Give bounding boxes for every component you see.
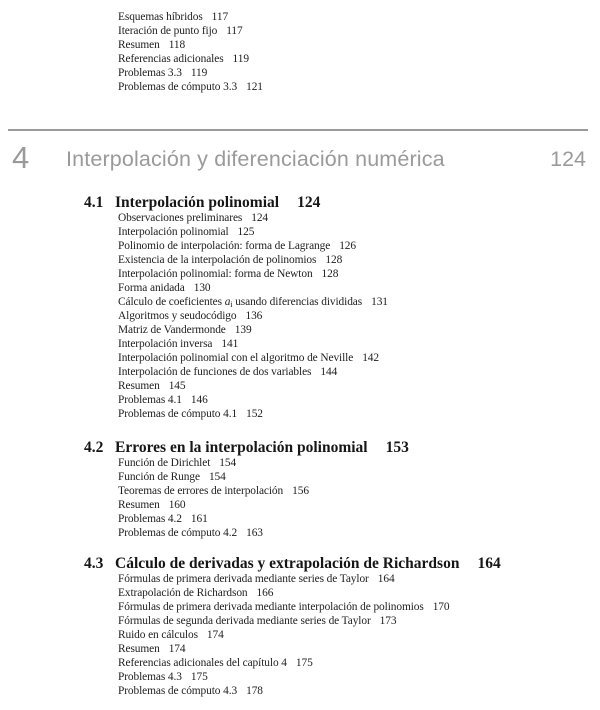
- toc-entry-label: Cálculo de coeficientes: [118, 296, 225, 308]
- toc-entry-page: 144: [320, 366, 338, 378]
- toc-entry: [118, 240, 356, 253]
- toc-entry-page: 124: [251, 212, 269, 224]
- toc-entry-label: Forma anidada: [118, 282, 185, 294]
- toc-entry-page: 166: [256, 587, 274, 599]
- toc-entry: [118, 338, 238, 351]
- toc-entry: [118, 527, 263, 540]
- toc-entry: [118, 310, 262, 323]
- toc-entry-label: Problemas 4.3: [118, 671, 182, 683]
- toc-entry-label: Teoremas de errores de interpolación: [118, 485, 284, 497]
- toc-entry-label: Problemas de cómputo 3.3: [118, 81, 238, 93]
- toc-entry-label: Función de Dirichlet: [118, 457, 211, 469]
- toc-entry-page: 141: [221, 338, 239, 350]
- toc-entry-page: 142: [362, 352, 379, 364]
- section-heading: [84, 194, 320, 212]
- toc-entry-label: Resumen: [118, 39, 160, 51]
- toc-entry-page: 119: [232, 53, 249, 65]
- toc-entry-page: 156: [292, 485, 309, 497]
- toc-entry: [118, 471, 226, 484]
- toc-entry-label: Problemas de cómputo 4.2: [118, 527, 238, 539]
- chapter-page: 124: [550, 147, 586, 171]
- toc-entry-label: Algoritmos y seudocódigo: [118, 310, 237, 322]
- toc-entry-page: 128: [321, 268, 339, 280]
- toc-entry: [118, 485, 309, 498]
- toc-entry: [118, 587, 273, 600]
- toc-entry-page: 128: [325, 254, 343, 266]
- toc-entry-page: 164: [377, 573, 395, 585]
- toc-entry-page: 163: [246, 527, 263, 539]
- toc-entry-page: 178: [246, 685, 263, 697]
- toc-entry: [118, 657, 313, 670]
- toc-entry-label: Iteración de punto fijo: [118, 25, 218, 37]
- chapter-title: Interpolación y diferenciación numérica: [66, 147, 445, 171]
- section-number: 4.2: [84, 439, 104, 456]
- toc-entry-label: Interpolación polinomial con el algoritmo de Neville: [118, 352, 354, 364]
- toc-entry-label: Problemas 4.2: [118, 513, 182, 525]
- toc-entry-label: Referencias adicionales: [118, 53, 224, 65]
- toc-entry: [118, 685, 263, 698]
- toc-entry-page: 117: [211, 11, 229, 23]
- toc-entry-label: Fórmulas de segunda derivada mediante series de Taylor: [118, 615, 371, 627]
- toc-entry: [118, 11, 228, 24]
- toc-entry-label: Interpolación de funciones de dos variables: [118, 366, 312, 378]
- toc-entry-label: Ruido en cálculos: [118, 629, 198, 641]
- section-title: Errores en la interpolación polinomial: [115, 439, 368, 456]
- toc-entry-page: 126: [339, 240, 356, 252]
- toc-entry: [118, 513, 208, 526]
- toc-entry-page: 145: [168, 380, 186, 392]
- toc-entry: [118, 573, 395, 586]
- toc-entry-label: Resumen: [118, 380, 160, 392]
- toc-entry: [118, 81, 263, 94]
- toc-entry-page: 146: [190, 394, 208, 406]
- toc-entry-page: 117: [226, 25, 243, 37]
- toc-entry-page: 131: [371, 296, 388, 308]
- section-number: 4.3: [84, 555, 104, 572]
- toc-entry-page: 119: [190, 67, 208, 79]
- toc-entry: [118, 268, 338, 281]
- toc-entry-page: 154: [208, 471, 226, 483]
- toc-entry-page: 136: [245, 310, 263, 322]
- section-heading: [84, 555, 501, 573]
- toc-entry-label: Esquemas híbridos: [118, 11, 203, 23]
- toc-entry-page: 121: [246, 81, 263, 93]
- toc-entry-page: 160: [168, 499, 186, 511]
- section-number: 4.1: [84, 194, 104, 211]
- toc-entry: [118, 601, 450, 614]
- toc-entry-label: Referencias adicionales del capítulo 4: [118, 657, 287, 669]
- toc-entry-page: 175: [190, 671, 208, 683]
- toc-entry: [118, 226, 254, 239]
- section-heading: [84, 439, 409, 457]
- toc-entry-label: Polinomio de interpolación: forma de Lagrange: [118, 240, 331, 252]
- toc-entry-page: 173: [379, 615, 397, 627]
- toc-entry-label: Resumen: [118, 643, 160, 655]
- toc-entry-label: Problemas de cómputo 4.3: [118, 685, 238, 697]
- section-title: Cálculo de derivadas y extrapolación de Richardson: [115, 555, 460, 572]
- toc-entry-label: Observaciones preliminares: [118, 212, 243, 224]
- toc-entry-math-sub: i: [230, 300, 233, 309]
- section-page: 124: [297, 194, 321, 211]
- toc-entry: [118, 67, 207, 80]
- chapter-divider: [8, 129, 588, 131]
- toc-entry: [118, 212, 268, 225]
- toc-entry: [118, 254, 342, 267]
- toc-entry: [118, 282, 211, 295]
- toc-entry: [118, 352, 379, 365]
- toc-entry-label: Problemas 3.3: [118, 67, 182, 79]
- section-page: 153: [385, 439, 409, 456]
- toc-entry-page: 174: [206, 629, 224, 641]
- toc-entry-label: Interpolación polinomial: [118, 226, 229, 238]
- toc-entry: [118, 394, 208, 407]
- toc-entry-label: Resumen: [118, 499, 160, 511]
- toc-entry-page: 125: [237, 226, 255, 238]
- toc-entry-label: Fórmulas de primera derivada mediante interpolación de polinomios: [118, 601, 424, 613]
- toc-entry-page: 139: [234, 324, 252, 336]
- toc-entry-label: Interpolación polinomial: forma de Newton: [118, 268, 313, 280]
- toc-entry-page: 175: [295, 657, 313, 669]
- toc-entry-page: 174: [168, 643, 186, 655]
- toc-entry-page: 154: [219, 457, 237, 469]
- toc-entry-label: Matriz de Vandermonde: [118, 324, 226, 336]
- toc-entry: [118, 296, 388, 311]
- toc-entry: [118, 408, 263, 421]
- toc-entry: [118, 457, 236, 470]
- chapter-number: 4: [12, 140, 30, 175]
- toc-entry-label-post: usando diferencias divididas: [232, 296, 363, 308]
- toc-entry: [118, 629, 224, 642]
- toc-entry-page: 170: [432, 601, 450, 613]
- toc-entry-label: Problemas de cómputo 4.1: [118, 408, 238, 420]
- toc-entry: [118, 499, 186, 512]
- toc-entry-label: Fórmulas de primera derivada mediante series de Taylor: [118, 573, 369, 585]
- toc-entry: [118, 671, 208, 684]
- section-title: Interpolación polinomial: [115, 194, 280, 211]
- toc-entry-label: Función de Runge: [118, 471, 200, 483]
- toc-entry-page: 161: [190, 513, 208, 525]
- toc-entry: [118, 380, 186, 393]
- section-page: 164: [477, 555, 501, 572]
- toc-entry-math-var: a: [224, 296, 231, 308]
- toc-entry-label: Interpolación inversa: [118, 338, 213, 350]
- toc-entry: [118, 366, 337, 379]
- toc-entry: [118, 643, 186, 656]
- toc-entry-page: 152: [246, 408, 263, 420]
- toc-entry: [118, 25, 243, 38]
- toc-entry-page: 130: [193, 282, 211, 294]
- toc-entry-label: Problemas 4.1: [118, 394, 182, 406]
- toc-entry-label: Existencia de la interpolación de polinomios: [118, 254, 317, 266]
- toc-entry: [118, 324, 252, 337]
- toc-entry: [118, 615, 396, 628]
- toc-entry: [118, 39, 185, 52]
- toc-entry-page: 118: [168, 39, 186, 51]
- toc-entry: [118, 53, 249, 66]
- toc-entry-label: Extrapolación de Richardson: [118, 587, 248, 599]
